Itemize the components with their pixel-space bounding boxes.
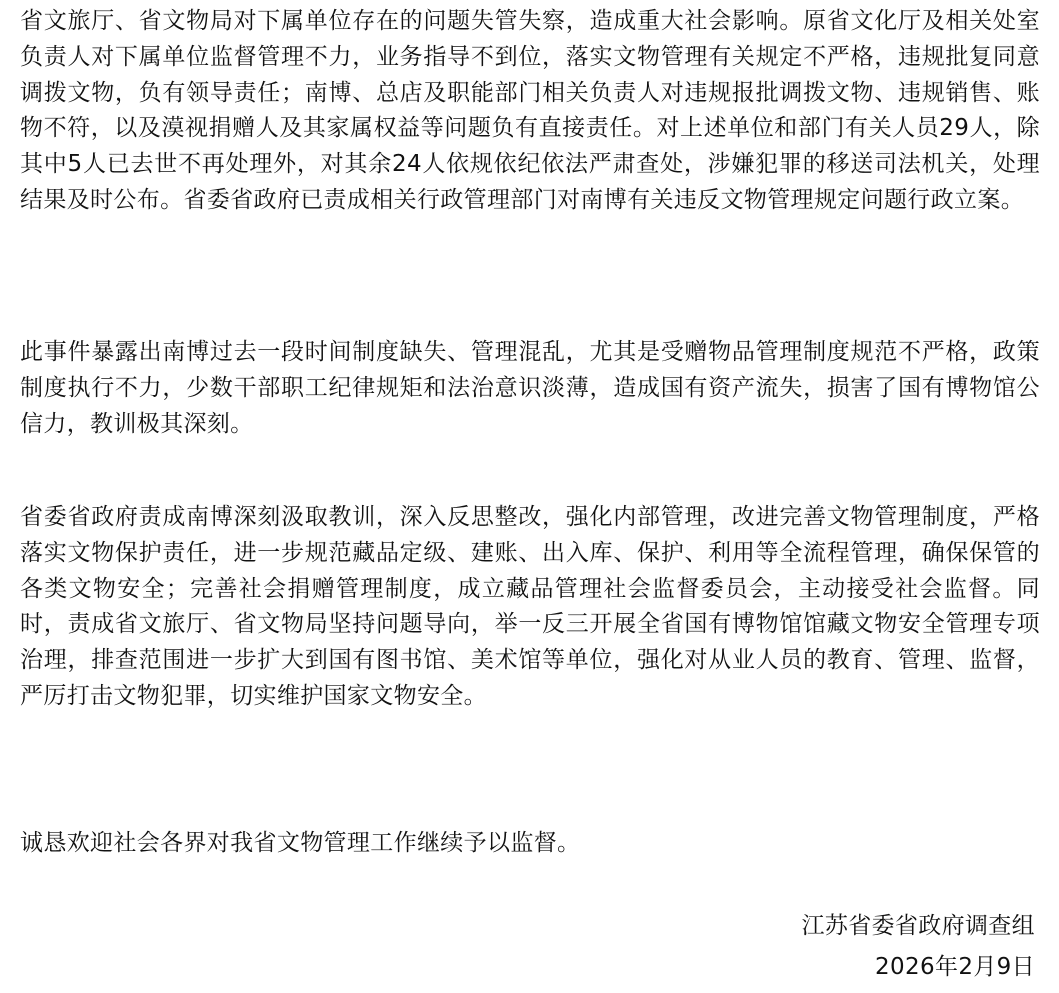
signature-organization: 江苏省委省政府调查组 [801, 913, 1035, 939]
paragraph-accountability: 省文旅厅、省文物局对下属单位存在的问题失管失察，造成重大社会影响。原省文化厅及相关处室负责人对下属单位监督管理不力，业务指导不到位，落实文物管理有关规定不严格，违规批复同意调拨文物，负有领导责任；南博、总店及职能部门相关负责人对违规报批调拨文物、违规销售、账物不符，以及漠视捐赠人及其家属权益等问题负有直接责任。对上述单位和部门有关人员29人，除其中5人已去世不再处理外，对其余24人依规依纪依法严肃查处，涉嫌犯罪的移送司法机关，处理结果及时公布。省委省政府已责成相关行政管理部门对南博有关违反文物管理规定问题行政立案。 [20, 8, 1040, 213]
signature-date: 2026年2月9日 [875, 954, 1035, 980]
paragraph-lessons: 此事件暴露出南博过去一段时间制度缺失、管理混乱，尤其是受赠物品管理制度规范不严格，政策制度执行不力，少数干部职工纪律规矩和法治意识淡薄，造成国有资产流失，损害了国有博物馆公信力，教训极其深刻。 [20, 339, 1040, 437]
paragraph-rectification: 省委省政府责成南博深刻汲取教训，深入反思整改，强化内部管理，改进完善文物管理制度，严格落实文物保护责任，进一步规范藏品定级、建账、出入库、保护、利用等全流程管理，确保保管的各类文物安全；完善社会捐赠管理制度，成立藏品管理社会监督委员会，主动接受社会监督。同时，责成省文旅厅、省文物局坚持问题导向，举一反三开展全省国有博物馆馆藏文物安全管理专项治理，排查范围进一步扩大到国有图书馆、美术馆等单位，强化对从业人员的教育、管理、监督，严厉打击文物犯罪，切实维护国家文物安全。 [20, 504, 1040, 709]
paragraph-closing: 诚恳欢迎社会各界对我省文物管理工作继续予以监督。 [20, 830, 581, 856]
